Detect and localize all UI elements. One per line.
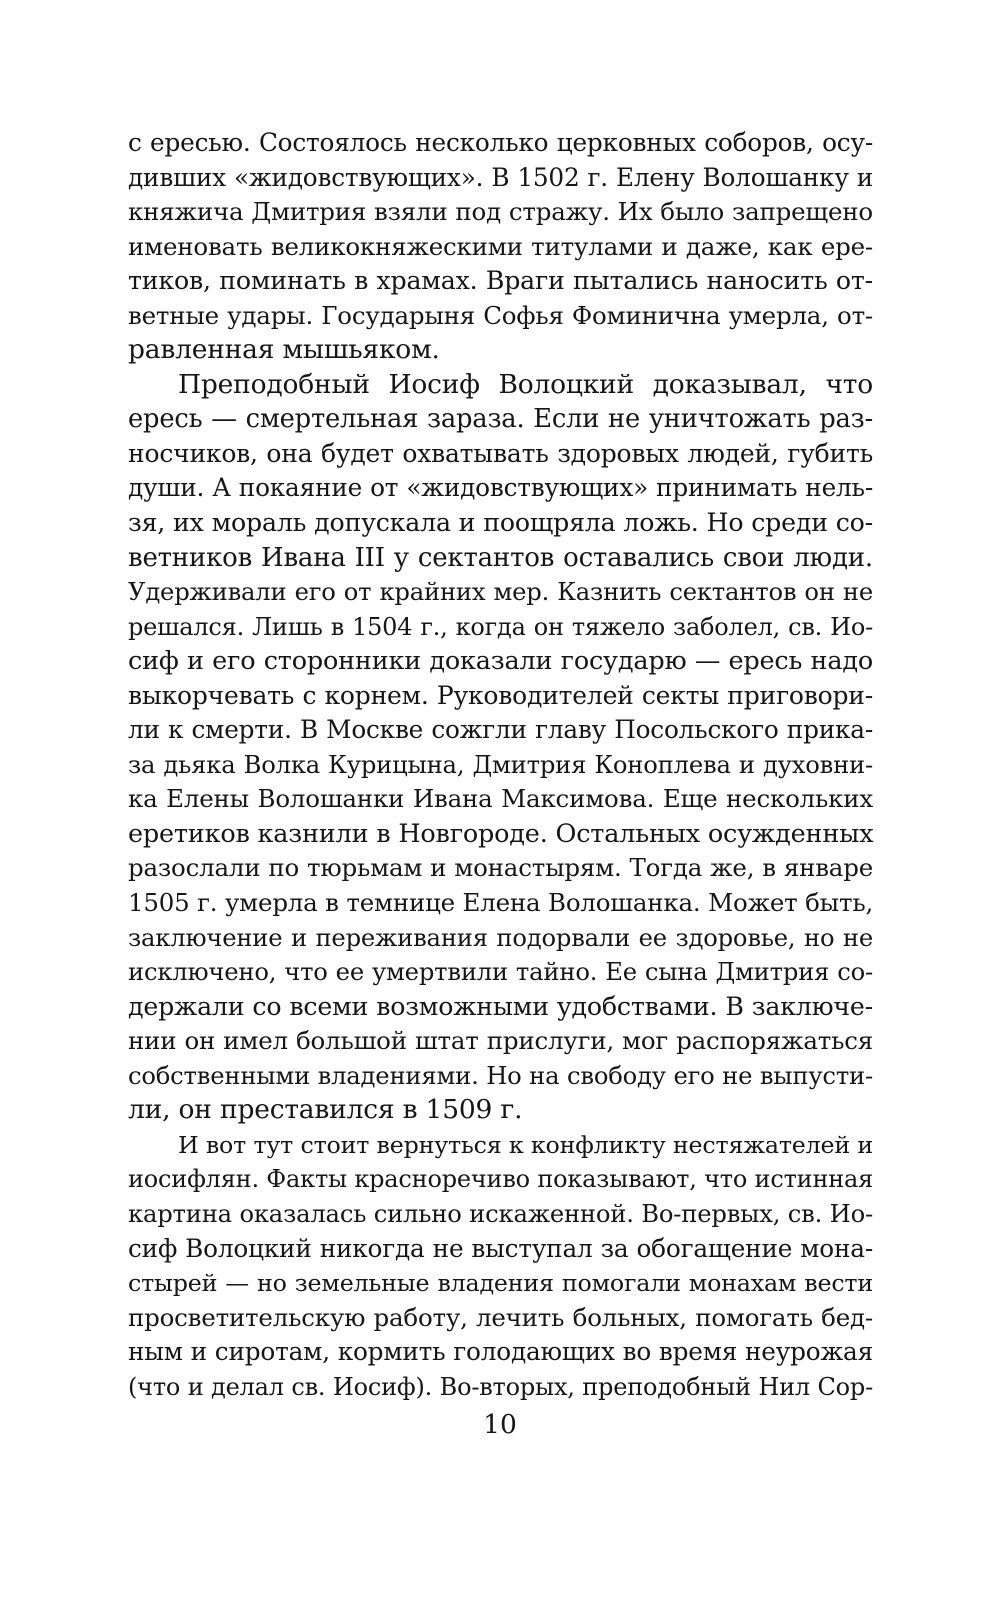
text-line: ветников Ивана III у сектантов оставались свои люди. xyxy=(128,542,873,573)
text-line: иосифлян. Факты красноречиво показывают, что истинная xyxy=(128,1165,874,1194)
page-number: 10 xyxy=(483,1409,517,1440)
text-line: 1505 г. умерла в темнице Елена Волошанка. Может быть, xyxy=(128,888,874,918)
text-line: (что и делал св. Иосиф). Во-вторых, преподобный Нил Сор- xyxy=(128,1372,873,1401)
text-line: стырей — но земельные владения помогали монахам вести xyxy=(128,1269,873,1298)
text-line: разослали по тюрьмам и монастырям. Тогда же, в январе xyxy=(128,853,873,883)
text-line: тиков, поминать в храмах. Враги пытались наносить от- xyxy=(128,266,873,296)
text-line: зя, их мораль допускала и поощряла ложь. Но среди со- xyxy=(128,508,873,538)
text-line: княжича Дмитрия взяли под стражу. Их было запрещено xyxy=(128,197,873,227)
text-line: сиф Волоцкий никогда не выступал за обогащение мона- xyxy=(128,1233,873,1263)
paragraph-1 xyxy=(128,126,873,368)
paragraph-2 xyxy=(128,368,873,1128)
text-line: ка Елены Волошанки Ивана Максимова. Еще нескольких xyxy=(128,784,873,814)
paragraph-3 xyxy=(128,1128,873,1404)
text-line: выкорчевать с корнем. Руководителей секты приговори- xyxy=(128,680,873,710)
text-line: равленная мышьяком. xyxy=(128,334,440,366)
text-line: носчиков, она будет охватывать здоровых людей, губить xyxy=(128,438,873,468)
text-line: исключено, что ее умертвили тайно. Ее сына Дмитрия со- xyxy=(128,957,873,987)
text-line: просветительскую работу, лечить больных, помогать бед- xyxy=(128,1302,873,1332)
text-line: ным и сиротам, кормить голодающих во время неурожая xyxy=(128,1337,873,1367)
text-line: ли к смерти. В Москве сожгли главу Посольского прика- xyxy=(128,715,873,745)
text-line: за дьяка Волка Курицына, Дмитрия Коноплева и духовни- xyxy=(128,749,873,779)
text-line: именовать великокняжескими титулами и даже, как ере- xyxy=(128,231,873,261)
text-line: картина оказалась сильно искаженной. Во-первых, св. Ио- xyxy=(128,1198,873,1228)
text-line: души. А покаяние от «жидовствующих» принимать нель- xyxy=(128,473,873,503)
text-line: ли, он преставился в 1509 г. xyxy=(128,1094,523,1126)
text-line: держали со всеми возможными удобствами. В заключе- xyxy=(128,991,873,1021)
text-line: И вот тут стоит вернуться к конфликту нестяжателей и xyxy=(178,1130,873,1159)
text-line: еретиков казнили в Новгороде. Остальных осужденных xyxy=(128,818,874,849)
text-line: заключение и переживания подорвали ее здоровье, но не xyxy=(128,922,873,952)
text-line: Удерживали его от крайних мер. Казнить сектантов он не xyxy=(128,577,873,607)
text-line: ветные удары. Государыня Софья Фоминична умерла, от- xyxy=(128,300,873,330)
text-line: с ересью. Состоялось несколько церковных соборов, осу- xyxy=(128,128,873,157)
text-line: дивших «жидовствующих». В 1502 г. Елену Волошанку и xyxy=(128,162,873,192)
text-line: собственными владениями. Но на свободу его не выпусти- xyxy=(128,1060,873,1090)
text-line: ересь — смертельная зараза. Если не уничтожать раз- xyxy=(128,404,873,435)
text-line: сиф и его сторонники доказали государю — ересь надо xyxy=(128,646,873,677)
body-text xyxy=(128,126,873,1404)
text-line: нии он имел большой штат прислуги, мог распоряжаться xyxy=(128,1026,873,1056)
text-line: Преподобный Иосиф Волоцкий доказывал, что xyxy=(178,368,873,400)
text-line: решался. Лишь в 1504 г., когда он тяжело заболел, св. Ио- xyxy=(128,612,873,641)
